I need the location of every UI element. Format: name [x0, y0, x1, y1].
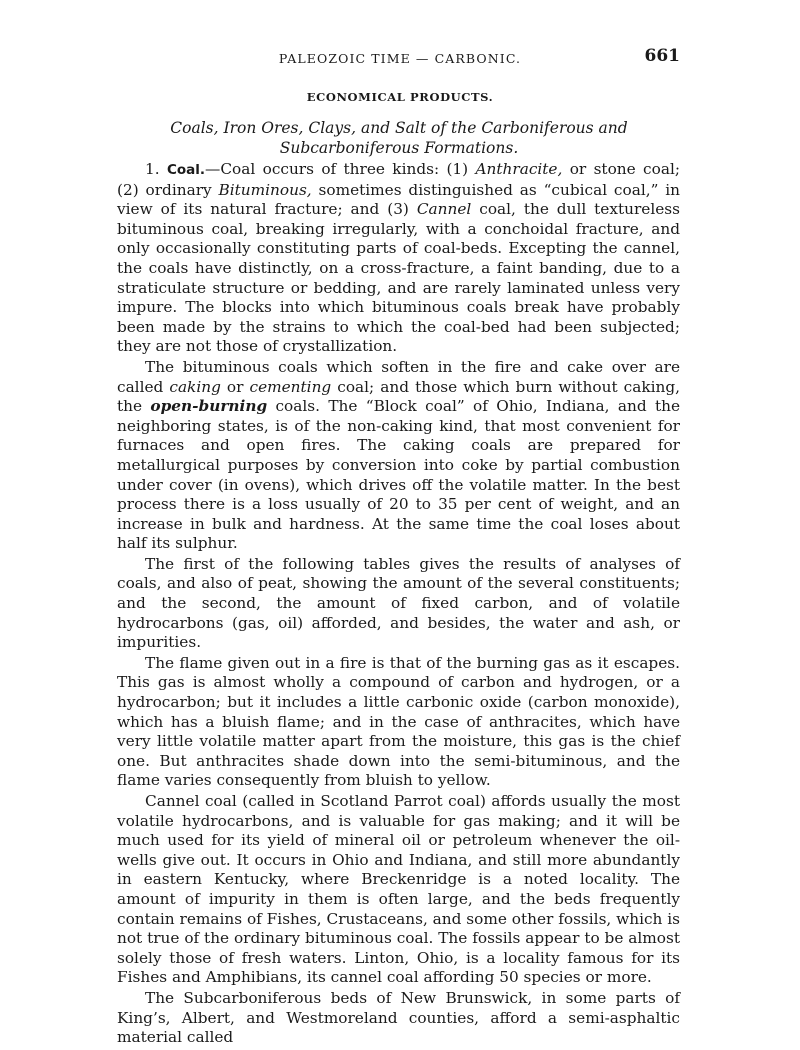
paragraph-tables: The first of the following tables gives the results of analyses of coals, and also of peat, showing the amount of the several constituents; and the second, the amount of fixed carbon, and of volatile hydrocarbons (gas, oil) afforded, and besides, the water and ash, or impurities.: [117, 554, 680, 652]
subtitle: Coals, Iron Ores, Clays, and Salt of the Carboniferous and Subcarboniferous Formations.: [170, 119, 628, 157]
paragraph-lead: Coal.: [166, 162, 206, 178]
text-run: —Coal occurs of three kinds: (1): [205, 160, 476, 178]
text-run: or: [220, 377, 250, 396]
term-caking: caking: [169, 377, 221, 396]
page-header: [120, 46, 680, 70]
paragraph-flame: The flame given out in a fire is that of the burning gas as it escapes. This gas is almost wholly a compound of carbon and hydrogen, or a hydrocarbon; but it includes a little carbonic oxide (carbon monoxide), which has a bluish flame; and in the case of anthracites, which have very little volatile matter apart from the moisture, this gas is the chief one. But anthracites shade down into the semi-bituminous, and the flame varies consequently from bluish to yellow.: [117, 653, 680, 790]
term-cementing: cementing: [249, 377, 332, 396]
body-text: [117, 160, 680, 1049]
text-run: The bituminous coals which soften in the fire and cake over are called: [117, 357, 680, 396]
text-run: sometimes distinguished as “cubical coal,” in view of its natural fracture; and (3): [117, 180, 680, 219]
term-anthracite: Anthracite,: [475, 160, 563, 178]
text-run: coal, the dull textureless bituminous coal, breaking irregularly, with a conchoidal fracture, and only occasionally constituting parts of coal-beds. Excepting the cannel, the coals have distinctly, on a cross-fracture, a faint banding, due to a straticulate structure or bedding, and are rarely laminated unless very impure. The blocks into which bituminous coals break have probably been made by the strains to which the coal-bed had been subjected; they are not those of crystallization.: [117, 200, 681, 356]
term-bituminous: Bituminous,: [218, 180, 312, 199]
term-open-burning: open-burning: [150, 397, 268, 416]
page-number: 661: [644, 46, 680, 66]
section-title: ECONOMICAL PRODUCTS.: [306, 90, 494, 104]
paragraph-subcarboniferous: The Subcarboniferous beds of New Brunswick, in some parts of King’s, Albert, and Westmoreland counties, afford a semi-asphaltic material called: [117, 988, 680, 1047]
text-run: coal; and those which burn without caking, the: [117, 377, 680, 416]
running-head: PALEOZOIC TIME — CARBONIC.: [278, 51, 522, 66]
paragraph-coal: [117, 160, 680, 357]
paragraph-number: 1.: [145, 160, 160, 178]
paragraph-cannel: Cannel coal (called in Scotland Parrot coal) affords usually the most volatile hydrocarbons, and is valuable for gas making; and it will be much used for its yield of mineral oil or petroleum whenever the oil-wells give out. It occurs in Ohio and Indiana, and still more abundantly in eastern Kentucky, where Breckenridge is a noted locality. The amount of impurity in them is often large, and the beds frequently contain remains of Fishes, Crustaceans, and some other fossils, which is not true of the ordinary bituminous coal. The fossils appear to be almost solely those of fresh waters. Linton, Ohio, is a locality famous for its Fishes and Amphibians, its cannel coal affording 50 species or more.: [117, 792, 681, 987]
text-run: coals. The “Block coal” of Ohio, Indiana, and the neighboring states, is of the non-caking kind, that most convenient for furnaces and open fires. The caking coals are prepared for metallurgical purposes by conversion into coke by partial combustion under cover (in ovens), which drives off the volatile matter. In the best process there is a loss usually of 20 to 35 per cent of weight, and an increase in bulk and hardness. At the same time the coal loses about half its sulphur.: [117, 397, 680, 553]
paragraph-caking: [117, 358, 680, 554]
term-cannel: Cannel: [416, 200, 472, 219]
text-run: or stone coal; (2) ordinary: [117, 160, 680, 199]
